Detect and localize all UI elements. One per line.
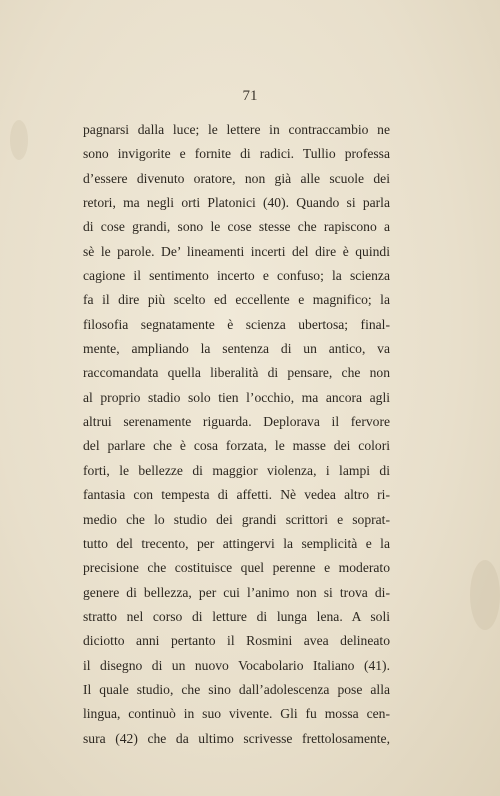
text-line: cagione il sentimento incerto e confuso; la scienza <box>83 268 390 284</box>
text-line: medio che lo studio dei grandi scrittori e soprat- <box>83 511 390 527</box>
text-line: altrui serenamente riguarda. Deplorava il fervore <box>83 414 390 430</box>
text-line: raccomandata quella liberalità di pensare, che non <box>83 365 390 381</box>
page-number: 71 <box>242 88 258 104</box>
text-line: tutto del trecento, per attingervi la semplicità e la <box>83 535 390 551</box>
text-line: sura (42) che da ultimo scrivesse frettolosamente, <box>83 730 390 746</box>
text-line: precisione che costituisce quel perenne e moderato <box>83 560 390 576</box>
text-line: fantasia con tempesta di affetti. Nè vedea altro ri- <box>83 487 390 503</box>
text-line: al proprio stadio solo tien l’occhio, ma ancora agli <box>83 389 390 405</box>
text-line: fa il dire più scelto ed eccellente e magnifico; la <box>83 292 390 308</box>
text-line: pagnarsi dalla luce; le lettere in contraccambio ne <box>83 122 390 137</box>
text-line: Il quale studio, che sino dall’adolescenza pose alla <box>83 681 390 697</box>
paper-stain <box>10 120 28 160</box>
text-line: sono invigorite e fornite di radici. Tullio professa <box>83 146 390 162</box>
text-line: genere di bellezza, per cui l’animo non si trova di- <box>83 584 390 600</box>
text-line: diciotto anni pertanto il Rosmini avea delineato <box>83 633 390 649</box>
paper-stain <box>470 560 500 630</box>
text-line: retori, ma negli orti Platonici (40). Quando si parla <box>83 195 390 211</box>
text-line: d’essere divenuto oratore, non già alle scuole dei <box>83 170 390 186</box>
text-line: mente, ampliando la sentenza di un antico, va <box>83 341 390 357</box>
text-line: stratto nel corso di letture di lunga lena. A soli <box>83 608 390 624</box>
text-line: il disegno di un nuovo Vocabolario Italiano (41). <box>83 657 390 673</box>
text-line: forti, le bellezze di maggior violenza, i lampi di <box>83 462 390 478</box>
body-text <box>83 118 390 751</box>
text-line: di cose grandi, sono le cose stesse che rapiscono a <box>83 219 390 235</box>
text-line: filosofia segnatamente è scienza ubertosa; final- <box>83 316 390 332</box>
text-line: del parlare che è cosa forzata, le masse dei colori <box>83 438 390 454</box>
text-line: sè le parole. De’ lineamenti incerti del dire è quindi <box>83 243 390 259</box>
text-line: lingua, continuò in suo vivente. Gli fu mossa cen- <box>83 706 390 722</box>
